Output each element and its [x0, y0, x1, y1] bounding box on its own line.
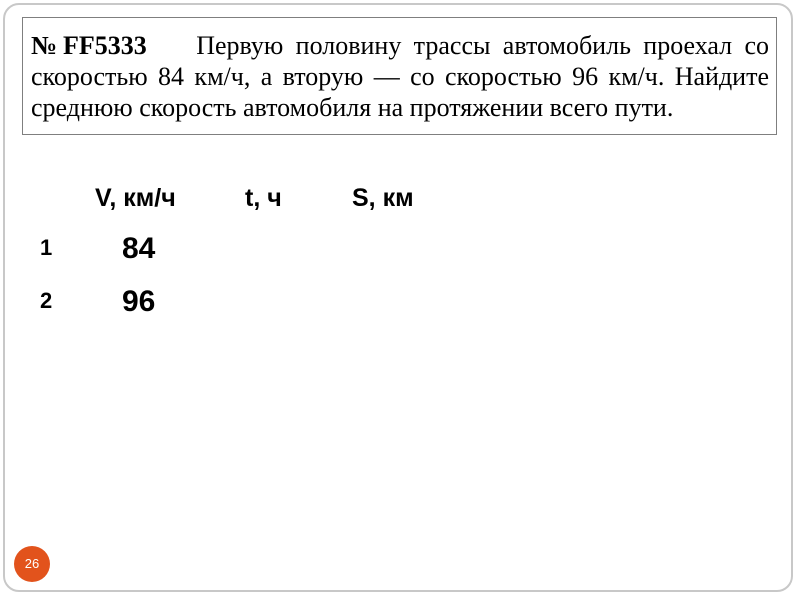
row-2-index: 2: [40, 288, 53, 313]
header-speed: V, км/ч: [95, 184, 176, 212]
row-1-index: 1: [40, 235, 53, 260]
header-distance: S, км: [352, 184, 414, 212]
problem-text: Первую половину трассы автомобиль проехал со скоростью 84 км/ч, а вторую — со скоростью 96 км/ч. Найдите среднюю скорость автомобиля на протяжении всего пути.: [31, 31, 770, 122]
slide-number-badge: 26: [14, 546, 50, 582]
header-time: t, ч: [245, 184, 282, 212]
problem-number: №FF5333: [31, 31, 147, 60]
row-1-speed: 84: [122, 232, 156, 265]
problem-statement-box: [22, 17, 777, 135]
problem-statement: [31, 30, 769, 123]
row-2-speed: 96: [122, 285, 156, 318]
